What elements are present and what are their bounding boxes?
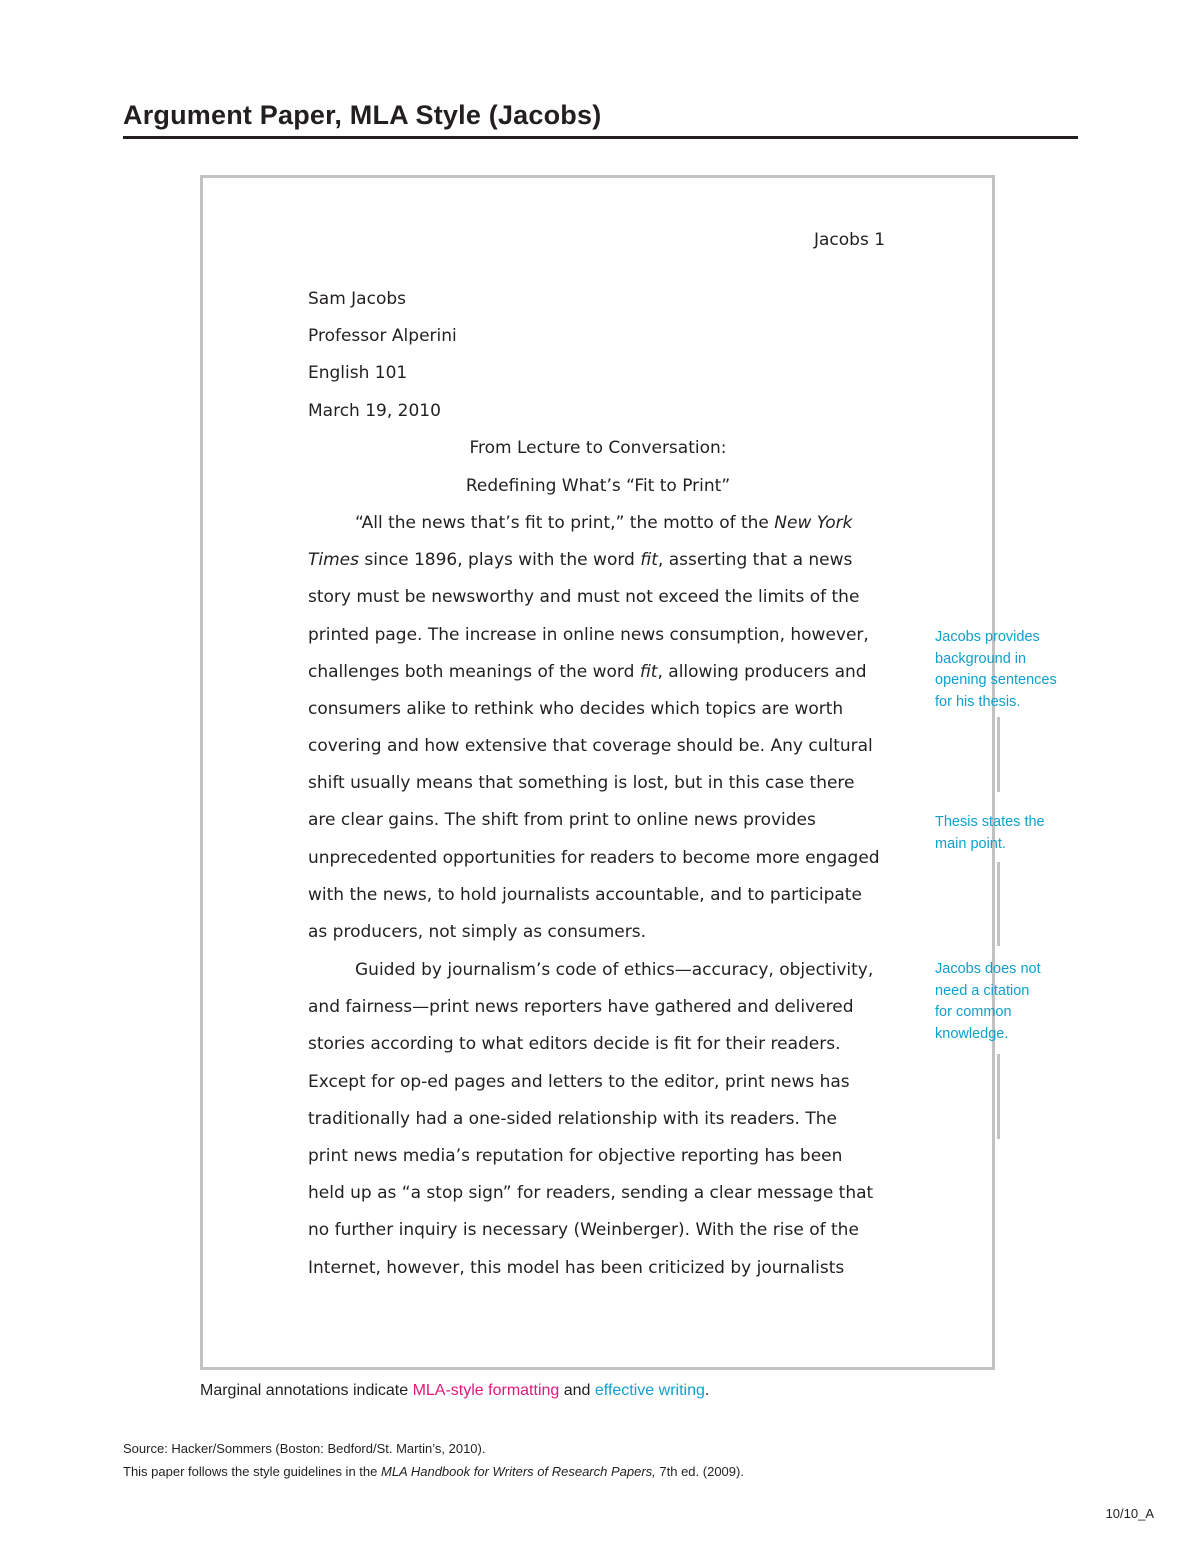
body-line: unprecedented opportunities for readers to become more engaged <box>308 848 880 868</box>
running-head: Jacobs 1 <box>814 230 886 250</box>
body-line: as producers, not simply as consumers. <box>308 922 646 942</box>
body-line: Guided by journalism’s code of ethics—accuracy, objectivity, <box>355 960 874 980</box>
body-line: traditionally had a one-sided relationship with its readers. The <box>308 1109 837 1129</box>
annotation-connector <box>997 862 1000 946</box>
course-name: English 101 <box>308 363 408 383</box>
body-line: are clear gains. The shift from print to online news provides <box>308 810 816 830</box>
body-line: consumers alike to rethink who decides which topics are worth <box>308 699 844 719</box>
paper-date: March 19, 2010 <box>308 401 441 421</box>
body-line: with the news, to hold journalists accountable, and to participate <box>308 885 862 905</box>
style-guideline-line: This paper follows the style guidelines in the MLA Handbook for Writers of Research Papers, 7th ed. (2009). <box>123 1464 744 1479</box>
body-line: Internet, however, this model has been criticized by journalists <box>308 1258 845 1278</box>
body-line: shift usually means that something is lost, but in this case there <box>308 773 855 793</box>
heading-rule <box>123 136 1078 139</box>
body-line: printed page. The increase in online news consumption, however, <box>308 625 869 645</box>
document-code: 10/10_A <box>1105 1506 1154 1521</box>
annotation-citation: Jacobs does not need a citation for common knowledge. <box>935 961 1041 1042</box>
instructor-name: Professor Alperini <box>308 326 457 346</box>
annotation-connector <box>997 717 1000 792</box>
effective-writing-label: effective writing <box>594 1382 705 1399</box>
body-line: Times since 1896, plays with the word fit, asserting that a news <box>308 550 853 570</box>
body-line: and fairness—print news reporters have gathered and delivered <box>308 997 854 1017</box>
paper-title-line-2: Redefining What’s “Fit to Print” <box>465 476 731 496</box>
annotation-background: Jacobs provides background in opening sentences for his thesis. <box>935 629 1057 710</box>
annotation-connector <box>997 1054 1000 1139</box>
body-line: “All the news that’s fit to print,” the motto of the New York <box>355 513 853 533</box>
body-line: stories according to what editors decide is fit for their readers. <box>308 1034 841 1054</box>
body-line: challenges both meanings of the word fit, allowing producers and <box>308 662 867 682</box>
body-line: no further inquiry is necessary (Weinberger). With the rise of the <box>308 1220 859 1240</box>
mla-formatting-label: MLA-style formatting <box>412 1382 560 1399</box>
author-name: Sam Jacobs <box>308 289 406 309</box>
body-line: story must be newsworthy and must not exceed the limits of the <box>308 587 860 607</box>
annotation-thesis: Thesis states the main point. <box>935 814 1045 852</box>
paper-title-line-1: From Lecture to Conversation: <box>469 438 727 458</box>
body-line: print news media’s reputation for objective reporting has been <box>308 1146 843 1166</box>
document-heading: Argument Paper, MLA Style (Jacobs) <box>123 100 602 130</box>
body-line: held up as “a stop sign” for readers, sending a clear message that <box>308 1183 874 1203</box>
body-line: Except for op-ed pages and letters to the editor, print news has <box>308 1072 850 1092</box>
source-line: Source: Hacker/Sommers (Boston: Bedford/St. Martin’s, 2010). <box>123 1441 486 1456</box>
annotation-legend-caption: Marginal annotations indicate MLA-style formatting and effective writing. <box>200 1382 710 1399</box>
body-line: covering and how extensive that coverage should be. Any cultural <box>308 736 873 756</box>
